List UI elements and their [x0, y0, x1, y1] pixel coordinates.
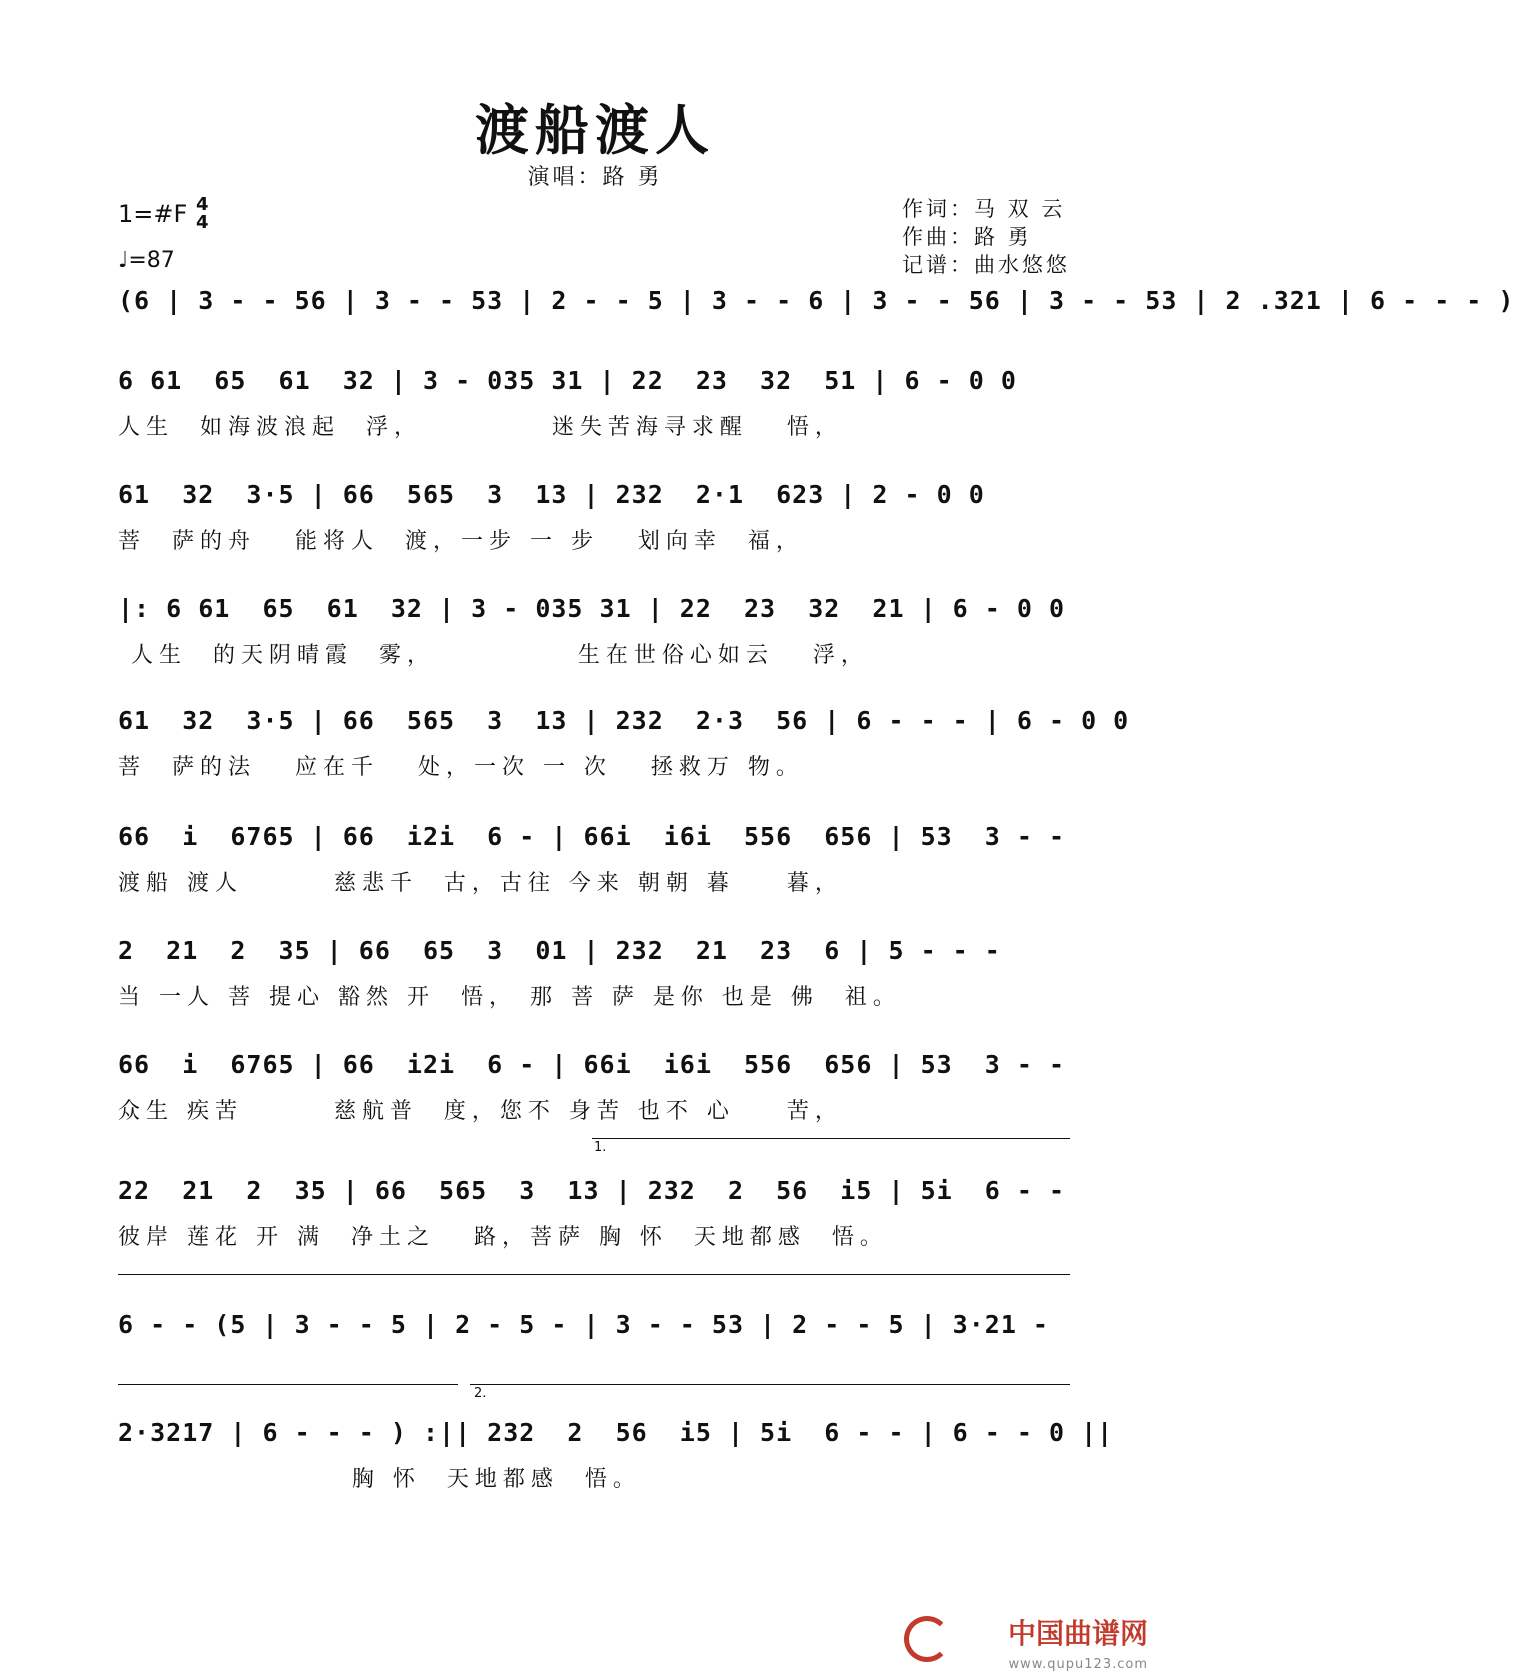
score-row-4 [118, 590, 1070, 670]
notation-line: 61 32 3·5 | 66 565 3 13 | 232 2·3 56 | 6 - - - | 6 - 0 0 [118, 706, 1130, 735]
lyric-line: 人生 的天阴晴霞 雾， 生在世俗心如云 浮， [118, 643, 869, 668]
transcriber-credit: 记谱：曲水悠悠 [902, 253, 1070, 277]
lyricist-credit: 作词：马 双 云 [902, 197, 1066, 221]
score-row-9 [118, 1172, 1070, 1252]
notation-line: 61 32 3·5 | 66 565 3 13 | 232 2·1 623 | 2 - 0 0 [118, 480, 985, 509]
time-sig-top: 4 [196, 194, 209, 215]
lyric-line: 当 一人 菩 提心 豁然 开 悟， 那 菩 萨 是你 也是 佛 祖。 [118, 985, 901, 1010]
volta-2-label: 2. [474, 1386, 487, 1401]
score-row-3 [118, 476, 1070, 556]
lyric-line: 人生 如海波浪起 浮， 迷失苦海寻求醒 悟， [118, 415, 843, 440]
score-row-2 [118, 362, 1070, 442]
notation-line: 2 21 2 35 | 66 65 3 01 | 232 21 23 6 | 5 - - - [118, 936, 1001, 965]
score-row-8 [118, 1046, 1070, 1126]
notation-line: 66 i 6765 | 66 i2i 6 - | 66i i6i 556 656 | 53 3 - - [118, 1050, 1066, 1079]
score-row-5 [118, 702, 1130, 782]
notation-line: 6 61 65 61 32 | 3 - 035 31 | 22 23 32 51 | 6 - 0 0 [118, 366, 1017, 395]
lyric-line: 胸 怀 天地都感 悟。 [118, 1467, 641, 1492]
key-signature: 1=#F [118, 200, 188, 228]
lyric-line: 众生 疾苦 慈航普 度，您不 身苦 也不 心 苦， [118, 1099, 843, 1124]
time-sig-bottom: 4 [196, 212, 209, 233]
page-title: 渡船渡人 [475, 98, 715, 162]
notation-line: 6 - - (5 | 3 - - 5 | 2 - 5 - | 3 - - 53 | 2 - - 5 | 3·21 - [118, 1310, 1049, 1339]
watermark-site: 中国曲谱网 [1007, 1617, 1148, 1650]
notation-line: |: 6 61 65 61 32 | 3 - 035 31 | 22 23 32 21 | 6 - 0 0 [118, 594, 1066, 623]
score-row-11 [118, 1414, 1114, 1494]
singer-credit: 演唱：路 勇 [527, 165, 663, 190]
score-row-6 [118, 818, 1070, 898]
score-row-10 [118, 1306, 1070, 1346]
credits [902, 195, 1070, 279]
score-row-7 [118, 932, 1070, 1012]
tempo-marking: ♩=87 [118, 248, 175, 273]
system-line [118, 1384, 458, 1385]
notation-line: 2·3217 | 6 - - - ) :|| 232 2 56 i5 | 5i 6 - - | 6 - - 0 || [118, 1418, 1114, 1447]
score-row-1 [118, 282, 1514, 322]
notation-line: 22 21 2 35 | 66 565 3 13 | 232 2 56 i5 | 5i 6 - - [118, 1176, 1066, 1205]
lyric-line: 菩 萨的法 应在千 处，一次 一 次 拯救万 物。 [118, 755, 804, 780]
notation-line: (6 | 3 - - 56 | 3 - - 53 | 2 - - 5 | 3 - - 6 | 3 - - 56 | 3 - - 53 | 2 .321 | 6 - - - ) [118, 286, 1514, 315]
notation-line: 66 i 6765 | 66 i2i 6 - | 66i i6i 556 656 | 53 3 - - [118, 822, 1066, 851]
volta-bracket-1 [592, 1138, 1070, 1139]
volta-bracket-2 [470, 1384, 1070, 1385]
time-signature [196, 196, 209, 232]
lyric-line: 渡船 渡人 慈悲千 古，古往 今来 朝朝 暮 暮， [118, 871, 843, 896]
volta-1-label: 1. [594, 1140, 607, 1155]
system-line [118, 1274, 1070, 1275]
lyric-line: 菩 萨的舟 能将人 渡，一步 一 步 划向幸 福， [118, 529, 804, 554]
watermark-url: www.qupu123.com [1008, 1657, 1148, 1672]
composer-credit: 作曲：路 勇 [902, 225, 1032, 249]
lyric-line: 彼岸 莲花 开 满 净土之 路，菩萨 胸 怀 天地都感 悟。 [118, 1225, 888, 1250]
watermark-logo-icon [904, 1616, 950, 1662]
